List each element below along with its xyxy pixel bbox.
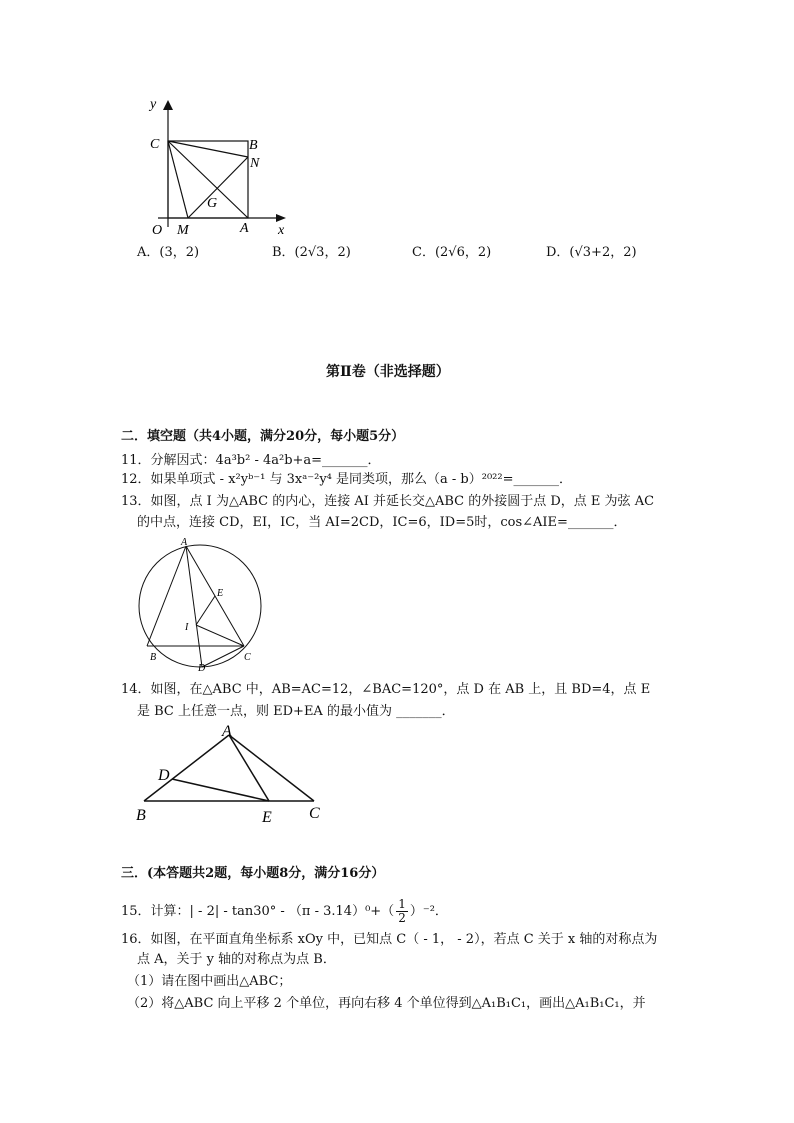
label-a: A	[222, 723, 232, 740]
section3-heading: 三．(本答题共2题，每小题8分，满分16分）	[121, 866, 385, 881]
label-d: D	[158, 767, 170, 784]
label-d: D	[198, 663, 206, 674]
label-c: C	[150, 137, 160, 152]
question-11: 11．分解因式：4a³b² - 4a²b+a=_______．	[121, 453, 381, 468]
question-16-part2: （2）将△ABC 向上平移 2 个单位，再向右移 4 个单位得到△A₁B₁C₁，画出△A₁B₁C₁，并	[127, 996, 646, 1011]
label-y: y	[150, 97, 157, 112]
label-e: E	[262, 809, 272, 826]
question-16-part1: （1）请在图中画出△ABC；	[127, 974, 292, 989]
option-c: C．(2√6，2)	[412, 245, 492, 260]
question-14-line1: 14．如图，在△ABC 中，AB=AC=12，∠BAC=120°，点 D 在 AB 上，且 BD=4，点 E	[121, 682, 651, 697]
option-b: B．(2√3，2)	[272, 245, 351, 260]
label-n: N	[250, 156, 260, 171]
coordinate-figure	[130, 90, 300, 240]
label-b: B	[136, 807, 146, 824]
triangle-figure	[132, 718, 332, 828]
question-15-post: ）⁻²．	[409, 903, 448, 919]
label-a: A	[240, 221, 249, 236]
question-13-line1: 13．如图，点 I 为△ABC 的内心，连接 AI 并延长交△ABC 的外接圆于点 D，点 E 为弦 AC	[121, 494, 655, 509]
label-i: I	[185, 622, 189, 633]
question-15-pre: 15．计算：| - 2| - tan30° - （π - 3.14）⁰+（	[121, 903, 395, 919]
question-16-line1: 16．如图，在平面直角坐标系 xOy 中，已知点 C（ - 1， - 2），若点 C 关于 x 轴的对称点为	[121, 932, 658, 947]
label-x: x	[278, 223, 285, 238]
circle-figure	[134, 534, 266, 676]
fraction	[396, 898, 408, 925]
section2-heading: 二．填空题（共4小题，满分20分，每小题5分）	[121, 429, 405, 444]
label-a: A	[181, 537, 188, 548]
question-15	[121, 898, 448, 925]
label-e: E	[217, 588, 224, 599]
question-14-line2: 是 BC 上任意一点，则 ED+EA 的最小值为 _______．	[137, 704, 455, 719]
label-g: G	[207, 196, 218, 211]
label-c: C	[244, 652, 251, 663]
option-d: D．(√3+2，2)	[546, 245, 637, 260]
label-c: C	[309, 805, 320, 822]
label-m: M	[177, 223, 189, 238]
label-b: B	[249, 138, 258, 153]
part2-title: 第Ⅱ卷（非选择题）	[326, 364, 450, 380]
label-o: O	[152, 223, 163, 238]
question-16-line2: 点 A，关于 y 轴的对称点为点 B．	[137, 952, 336, 967]
label-b: B	[150, 652, 157, 663]
fraction-denominator: 2	[398, 911, 406, 925]
option-a: A．(3，2)	[137, 245, 200, 260]
fraction-numerator: 1	[398, 897, 406, 911]
question-13-line2: 的中点，连接 CD，EI，IC，当 AI=2CD，IC=6，ID=5时，cos∠AIE=_______．	[137, 515, 627, 530]
question-12: 12．如果单项式 - x²yᵇ⁻¹ 与 3xᵃ⁻²y⁴ 是同类项，那么（a - b）²⁰²²=_______．	[121, 472, 572, 487]
